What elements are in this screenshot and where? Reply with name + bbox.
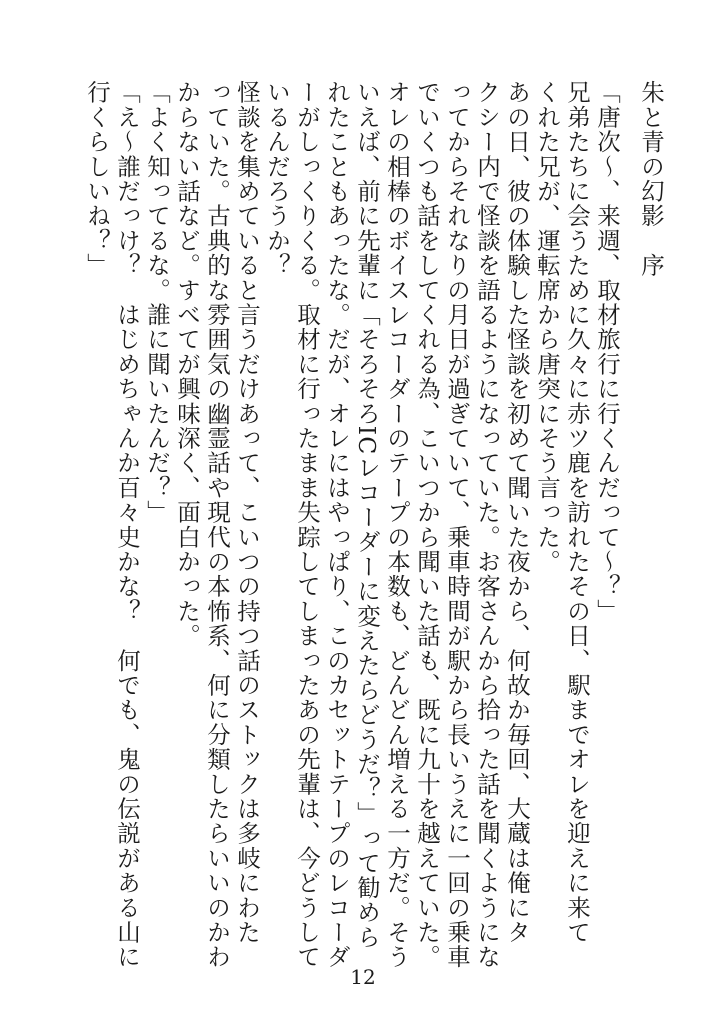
chapter-title: 朱と青の幻影 序 <box>637 80 665 278</box>
text-line-15: からない話など。すべてが興味深く、面白かった。 <box>173 80 201 649</box>
text-line-16: 「よく知ってるな。誰に聞いたんだ？」 <box>143 80 171 525</box>
text-line-7: でいくつも話をしてくれる為、こいつから聞いた話も、既に九十を越えていた。 <box>413 80 441 970</box>
text-line-8: オレの相棒のボイスレコーダーのテープの本数も、どんどん増える一方だ。そう <box>383 80 411 970</box>
text-line-12: いるんだろうか？ <box>263 80 291 278</box>
text-line-5: クシー内で怪談を語るようになっていた。お客さんから拾った話を聞くようにな <box>473 80 501 970</box>
text-line-1: 「唐次～、来週、取材旅行に行くんだって～？」 <box>593 80 621 624</box>
text-line-9: いえば、前に先輩に「そろそろICレコーダーに変えたらどうだ？」って勧めら <box>353 80 381 950</box>
page-number: 12 <box>350 965 376 989</box>
text-line-3: くれた兄が、運転席から唐突にそう言った。 <box>533 80 561 574</box>
text-line-18: 行くらしいね？」 <box>83 80 111 278</box>
text-line-17: 「え～誰だっけ？ はじめちゃんか百々史かな？ 何でも、鬼の伝説がある山に <box>113 80 141 970</box>
vertical-text-block <box>46 80 666 970</box>
text-line-2: 兄弟たちに会うために久々に赤ツ鹿を訪れたその日、駅までオレを迎えに来て <box>563 80 591 945</box>
text-line-6: ってからそれなりの月日が過ぎていて、乗車時間が駅から長いうえに一回の乗車 <box>443 80 471 970</box>
text-line-4: あの日、彼の体験した怪談を初めて聞いた夜から、何故か毎回、大蔵は俺にタ <box>503 80 531 945</box>
text-line-13: 怪談を集めていると言うだけあって、こいつの持つ話のストックは多岐にわた <box>233 80 261 945</box>
text-line-14: っていた。古典的な雰囲気の幽霊話や現代の本怖系、何に分類したらいいのかわ <box>203 80 231 970</box>
text-line-11: ーがしっくりくる。取材に行ったまま失踪してしまったあの先輩は、今どうして <box>293 80 321 970</box>
text-line-10: れたこともあったな。だが、オレにはやっぱり、このカセットテープのレコーダ <box>323 80 351 970</box>
